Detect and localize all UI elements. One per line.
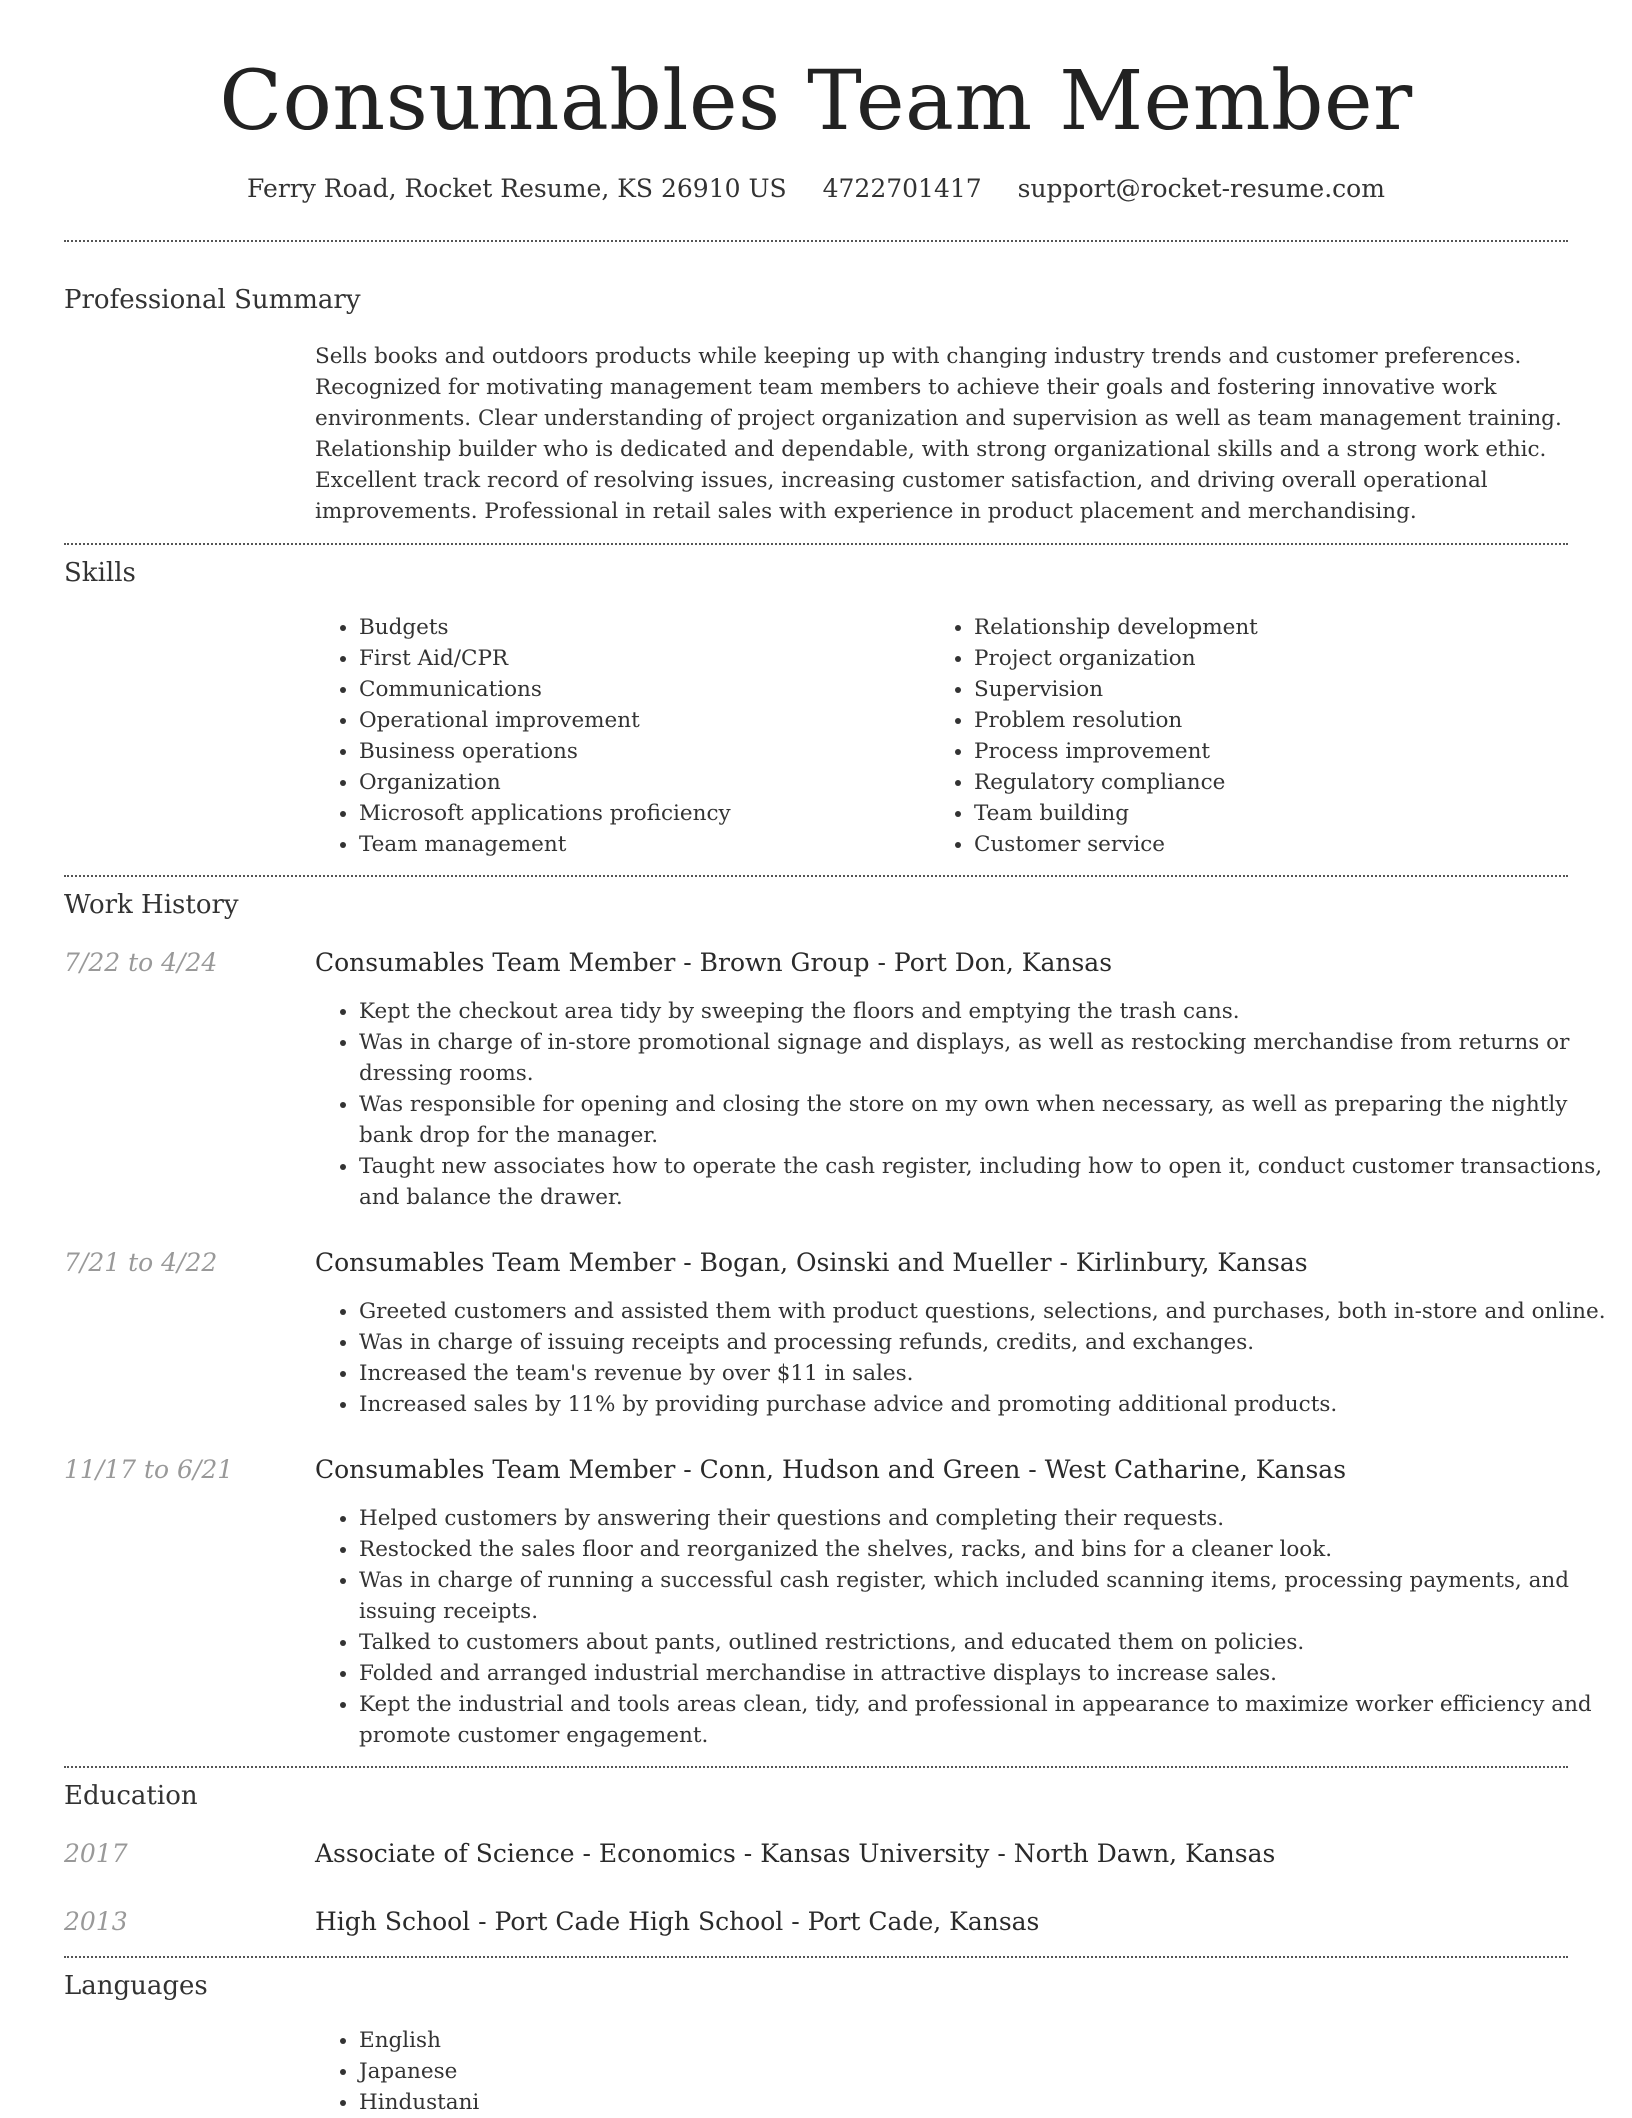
job-bullet: • Restocked the sales floor and reorganized the shelves, racks, and bins for a cleaner look. (359, 1534, 1612, 1565)
job-bullet: • Helped customers by answering their questions and completing their requests. (359, 1503, 1612, 1534)
skill-item: • Communications (359, 674, 959, 705)
job-bullets (315, 996, 1612, 1213)
education-year: 2013 (64, 1907, 128, 1936)
job-bullet: • Was in charge of issuing receipts and processing refunds, credits, and exchanges. (359, 1327, 1612, 1358)
summary-text: Sells books and outdoors products while keeping up with changing industry trends and customer preferences. Recognized for motivating management team members to achieve their goals and fostering innovative work environments. Clear understanding of project organization and supervision as well as team management training. Relationship builder who is dedicated and dependable, with strong organizational skills and a strong work ethic. Excellent track record of resolving issues, increasing customer satisfaction, and driving overall operational improvements. Professional in retail sales with experience in product placement and merchandising. (315, 344, 1562, 524)
skill-item: • Microsoft applications proficiency (359, 798, 959, 829)
divider (64, 1766, 1568, 1768)
job-bullet: • Talked to customers about pants, outlined restrictions, and educated them on policies. (359, 1627, 1612, 1658)
address: Ferry Road, Rocket Resume, KS 26910 US (247, 174, 787, 203)
skill-item: • Business operations (359, 736, 959, 767)
skills-list-left (315, 612, 959, 860)
divider (64, 240, 1568, 242)
skill-item: • First Aid/CPR (359, 643, 959, 674)
job-dates: 11/17 to 6/21 (64, 1455, 234, 1484)
contact-line (64, 172, 1568, 206)
skill-item: • Supervision (974, 674, 1574, 705)
skill-item: • Project organization (974, 643, 1574, 674)
job-title: Consumables Team Member - Bogan, Osinski and Mueller - Kirlinbury, Kansas (315, 1248, 1308, 1277)
skill-item: • Budgets (359, 612, 959, 643)
skills-heading: Skills (64, 558, 136, 588)
job-bullet: • Kept the checkout area tidy by sweeping the floors and emptying the trash cans. (359, 996, 1612, 1027)
job-bullet: • Folded and arranged industrial merchandise in attractive displays to increase sales. (359, 1658, 1612, 1689)
language-item: • English (359, 2025, 1612, 2056)
job-bullet: • Kept the industrial and tools areas clean, tidy, and professional in appearance to maximize worker efficiency and promote customer engagement. (359, 1689, 1612, 1751)
education-degree: High School - Port Cade High School - Port Cade, Kansas (315, 1907, 1040, 1936)
education-year: 2017 (64, 1839, 128, 1868)
job-bullet: • Greeted customers and assisted them with product questions, selections, and purchases, both in-store and online. (359, 1296, 1612, 1327)
job-bullet: • Increased sales by 11% by providing purchase advice and promoting additional products. (359, 1389, 1612, 1420)
skill-item: • Operational improvement (359, 705, 959, 736)
skill-item: • Team building (974, 798, 1574, 829)
job-bullets (315, 1296, 1612, 1420)
summary-section (315, 341, 1568, 527)
skill-item: • Problem resolution (974, 705, 1574, 736)
skill-item: • Organization (359, 767, 959, 798)
job-bullet: • Was in charge of running a successful cash register, which included scanning items, processing payments, and issuing receipts. (359, 1565, 1612, 1627)
job-title: Consumables Team Member - Conn, Hudson and Green - West Catharine, Kansas (315, 1455, 1347, 1484)
language-item: • Hindustani (359, 2087, 1612, 2118)
email: support@rocket-resume.com (1017, 174, 1385, 203)
divider (64, 543, 1568, 545)
languages-list (315, 2025, 1612, 2118)
phone: 4722701417 (822, 174, 982, 203)
skill-item: • Team management (359, 829, 959, 860)
job-bullet: • Was responsible for opening and closing the store on my own when necessary, as well as preparing the nightly bank drop for the manager. (359, 1089, 1612, 1151)
job-bullet: • Taught new associates how to operate the cash register, including how to open it, conduct customer transactions, and balance the drawer. (359, 1151, 1612, 1213)
skill-item: • Relationship development (974, 612, 1574, 643)
divider (64, 875, 1568, 877)
languages-heading: Languages (64, 1971, 208, 2001)
skill-item: • Customer service (974, 829, 1574, 860)
job-bullet: • Increased the team's revenue by over $11 in sales. (359, 1358, 1612, 1389)
job-title: Consumables Team Member - Brown Group - Port Don, Kansas (315, 948, 1113, 977)
job-bullets (315, 1503, 1612, 1751)
job-dates: 7/21 to 4/22 (64, 1248, 218, 1277)
summary-heading: Professional Summary (64, 285, 361, 315)
work-heading: Work History (64, 890, 239, 920)
education-degree: Associate of Science - Economics - Kansas University - North Dawn, Kansas (315, 1839, 1276, 1868)
candidate-name: Consumables Team Member (219, 54, 1413, 149)
divider (64, 1956, 1568, 1958)
language-item: • Japanese (359, 2056, 1612, 2087)
skill-item: • Process improvement (974, 736, 1574, 767)
skills-list-right (930, 612, 1574, 860)
job-dates: 7/22 to 4/24 (64, 948, 218, 977)
job-bullet: • Was in charge of in-store promotional signage and displays, as well as restocking merchandise from returns or dressing rooms. (359, 1027, 1612, 1089)
education-heading: Education (64, 1781, 198, 1811)
skill-item: • Regulatory compliance (974, 767, 1574, 798)
